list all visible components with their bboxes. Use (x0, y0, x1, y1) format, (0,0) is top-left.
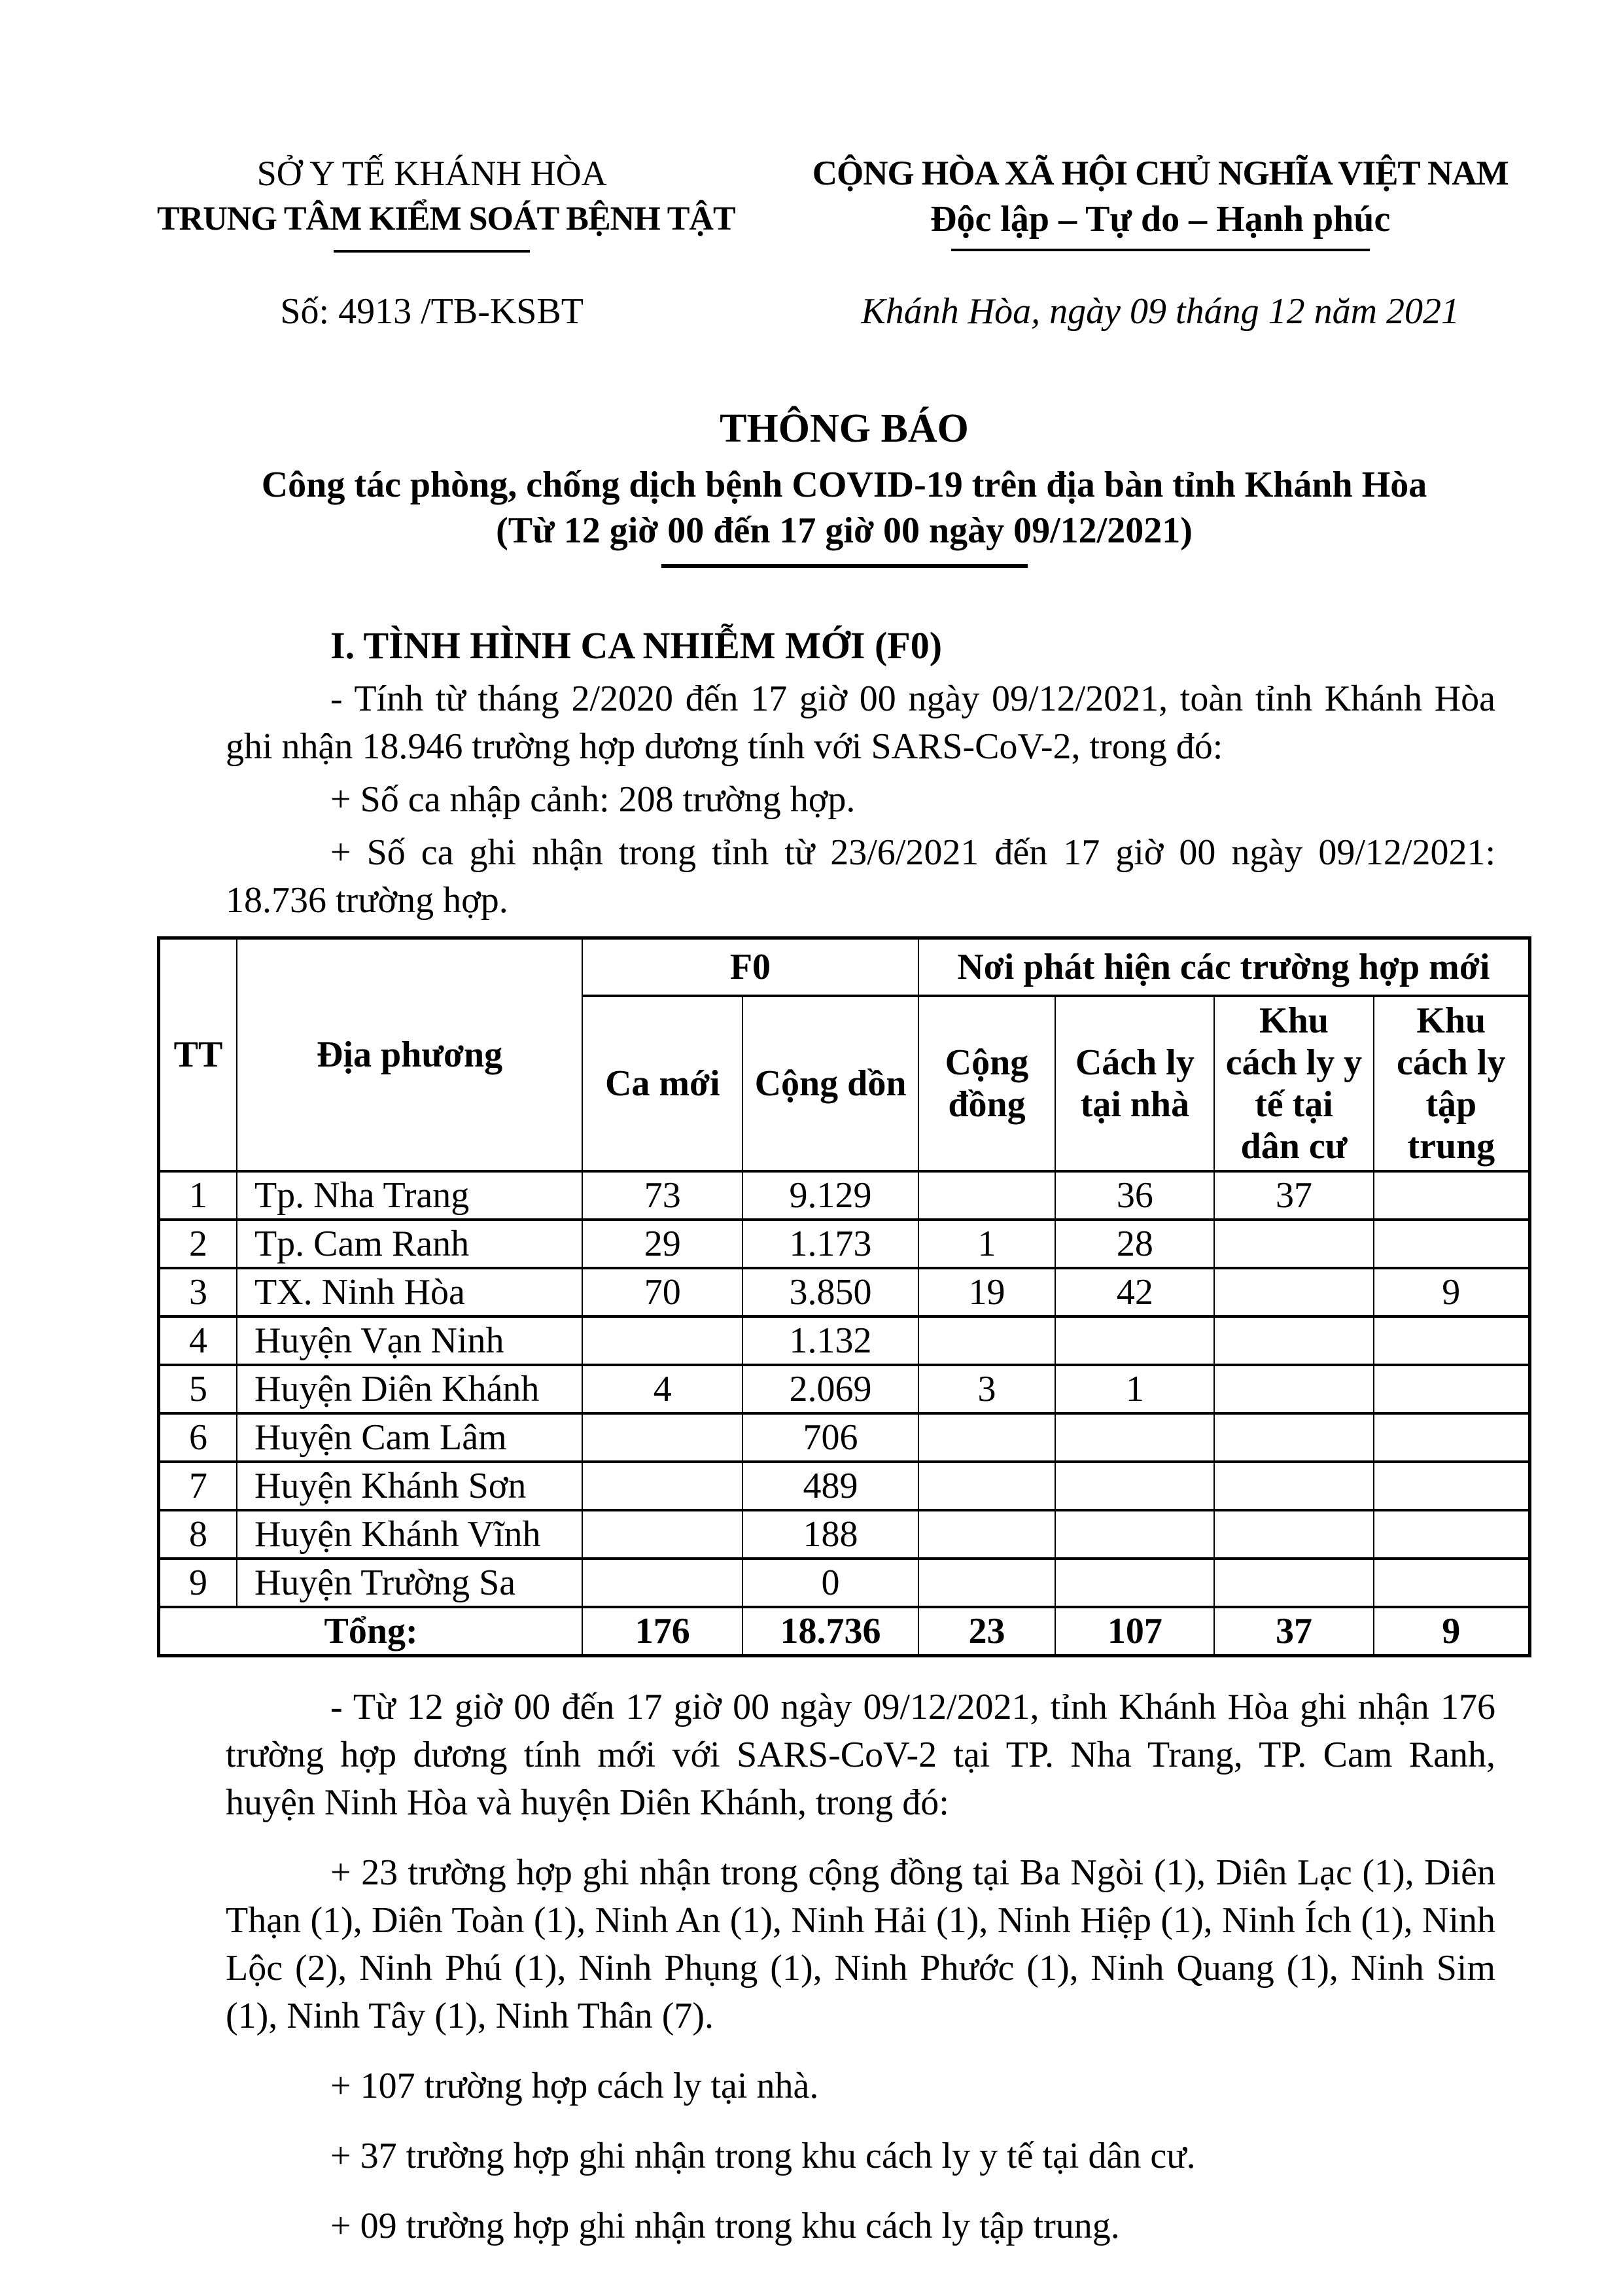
doc-title: THÔNG BÁO (720, 406, 969, 451)
cell-tt: 2 (159, 1220, 237, 1268)
cell-medical-isolation (1214, 1559, 1373, 1607)
cell-community: 3 (918, 1365, 1056, 1413)
cell-home-isolation (1055, 1413, 1214, 1462)
issuing-org-block (157, 150, 735, 334)
paragraph: + 23 trường hợp ghi nhận trong cộng đồng tại Ba Ngòi (1), Diên Lạc (1), Diên Thạn (1), Diên Toàn (1), Ninh An (1), Ninh Hải (1), Ninh Hiệp (1), Ninh Ích (1), Ninh Lộc (2), Ninh Phú (1), Ninh Phụng (1), Ninh Phước (1), Ninh Quang (1), Ninh Sim (1), Ninh Tây (1), Ninh Thân (7). (226, 1852, 1495, 2036)
doc-number: Số: 4913 /TB-KSBT (280, 291, 584, 332)
cell-cumulative: 1.132 (742, 1316, 918, 1365)
cell-tt: 4 (159, 1316, 237, 1365)
org-parent-name: SỞ Y TẾ KHÁNH HÒA (256, 154, 607, 193)
col-header-community: Cộng đồng (918, 996, 1056, 1171)
col-header-home-isolation: Cách ly tại nhà (1055, 996, 1214, 1171)
cell-community (918, 1413, 1056, 1462)
cell-home-isolation: 1 (1055, 1365, 1214, 1413)
paragraph: + 09 trường hợp ghi nhận trong khu cách ly tập trung. (330, 2205, 1120, 2246)
cell-new-cases: 73 (582, 1171, 742, 1220)
cell-centralized-isolation (1374, 1171, 1530, 1220)
paragraph: - Từ 12 giờ 00 đến 17 giờ 00 ngày 09/12/2021, tỉnh Khánh Hòa ghi nhận 176 trường hợp dương tính mới với SARS-CoV-2 tại TP. Nha Trang, TP. Cam Ranh, huyện Ninh Hòa và huyện Diên Khánh, trong đó: (226, 1686, 1495, 1823)
cell-tt: 1 (159, 1171, 237, 1220)
cell-centralized-isolation (1374, 1365, 1530, 1413)
cell-home-isolation: 42 (1055, 1268, 1214, 1316)
table-row (159, 1365, 1530, 1413)
cell-centralized-isolation: 9 (1374, 1268, 1530, 1316)
section-1-intro (226, 622, 1495, 925)
cell-locality: TX. Ninh Hòa (237, 1268, 582, 1316)
paragraph: + 37 trường hợp ghi nhận trong khu cách ly y tế tại dân cư. (330, 2135, 1196, 2176)
total-centralized-isolation: 9 (1374, 1607, 1530, 1656)
cell-medical-isolation (1214, 1462, 1373, 1510)
cell-home-isolation (1055, 1559, 1214, 1607)
org-name: TRUNG TÂM KIỂM SOÁT BỆNH TẬT (157, 200, 735, 238)
cell-community (918, 1510, 1056, 1559)
total-home-isolation: 107 (1055, 1607, 1214, 1656)
cell-cumulative: 188 (742, 1510, 918, 1559)
col-header-cumulative: Cộng dồn (742, 996, 918, 1171)
cell-cumulative: 2.069 (742, 1365, 918, 1413)
cell-medical-isolation (1214, 1316, 1373, 1365)
cell-new-cases: 29 (582, 1220, 742, 1268)
cell-tt: 8 (159, 1510, 237, 1559)
cell-locality: Huyện Cam Lâm (237, 1413, 582, 1462)
table-row (159, 1510, 1530, 1559)
cell-community (918, 1171, 1056, 1220)
doc-period: (Từ 12 giờ 00 đến 17 giờ 00 ngày 09/12/2021) (496, 510, 1193, 551)
cell-medical-isolation (1214, 1510, 1373, 1559)
cell-centralized-isolation (1374, 1462, 1530, 1510)
table-total-row (159, 1607, 1530, 1656)
section-1-heading: I. TÌNH HÌNH CA NHIỄM MỚI (F0) (330, 624, 943, 667)
total-new-cases: 176 (582, 1607, 742, 1656)
cell-centralized-isolation (1374, 1559, 1530, 1607)
cell-centralized-isolation (1374, 1316, 1530, 1365)
cell-home-isolation: 36 (1055, 1171, 1214, 1220)
cell-centralized-isolation (1374, 1510, 1530, 1559)
cell-community: 19 (918, 1268, 1056, 1316)
paragraph: + 107 trường hợp cách ly tại nhà. (330, 2065, 819, 2106)
motto-underline (951, 249, 1370, 251)
cell-new-cases (582, 1462, 742, 1510)
col-group-detection-place: Nơi phát hiện các trường hợp mới (918, 938, 1530, 996)
cell-locality: Huyện Khánh Vĩnh (237, 1510, 582, 1559)
table-row (159, 1559, 1530, 1607)
section-1-details (226, 1684, 1495, 2250)
cell-cumulative: 1.173 (742, 1220, 918, 1268)
cell-community (918, 1462, 1056, 1510)
cell-tt: 9 (159, 1559, 237, 1607)
cell-home-isolation (1055, 1510, 1214, 1559)
cell-cumulative: 706 (742, 1413, 918, 1462)
table-row (159, 1268, 1530, 1316)
table-row (159, 1413, 1530, 1462)
cell-home-isolation: 28 (1055, 1220, 1214, 1268)
title-underline (661, 564, 1028, 568)
cell-home-isolation (1055, 1316, 1214, 1365)
cell-cumulative: 3.850 (742, 1268, 918, 1316)
paragraph: + Số ca ghi nhận trong tỉnh từ 23/6/2021 đến 17 giờ 00 ngày 09/12/2021: 18.736 trường hợp. (226, 832, 1495, 921)
cell-community (918, 1559, 1056, 1607)
cell-locality: Huyện Vạn Ninh (237, 1316, 582, 1365)
table-row (159, 1171, 1530, 1220)
cell-centralized-isolation (1374, 1413, 1530, 1462)
cell-new-cases (582, 1413, 742, 1462)
cell-new-cases (582, 1316, 742, 1365)
cell-cumulative: 9.129 (742, 1171, 918, 1220)
cell-cumulative: 489 (742, 1462, 918, 1510)
title-block (157, 403, 1531, 568)
national-heading-block (789, 150, 1531, 334)
cell-new-cases (582, 1559, 742, 1607)
cell-cumulative: 0 (742, 1559, 918, 1607)
cell-centralized-isolation (1374, 1220, 1530, 1268)
cell-medical-isolation (1214, 1268, 1373, 1316)
cell-medical-isolation (1214, 1365, 1373, 1413)
letterhead (157, 150, 1531, 334)
org-underline (334, 250, 530, 253)
cell-new-cases: 4 (582, 1365, 742, 1413)
col-header-centralized-isolation: Khu cách ly tập trung (1374, 996, 1530, 1171)
cell-tt: 7 (159, 1462, 237, 1510)
national-motto: Độc lập – Tự do – Hạnh phúc (930, 199, 1391, 239)
col-header-new-cases: Ca mới (582, 996, 742, 1171)
total-medical-isolation: 37 (1214, 1607, 1373, 1656)
total-cumulative: 18.736 (742, 1607, 918, 1656)
doc-subject: Công tác phòng, chống dịch bệnh COVID-19 trên địa bàn tỉnh Khánh Hòa (261, 465, 1427, 505)
cell-locality: Huyện Trường Sa (237, 1559, 582, 1607)
cell-community (918, 1316, 1056, 1365)
table-header-group-row (159, 938, 1530, 996)
cell-locality: Huyện Diên Khánh (237, 1365, 582, 1413)
national-title: CỘNG HÒA XÃ HỘI CHỦ NGHĨA VIỆT NAM (812, 154, 1509, 192)
cell-locality: Huyện Khánh Sơn (237, 1462, 582, 1510)
table-row (159, 1462, 1530, 1510)
col-header-medical-isolation: Khu cách ly y tế tại dân cư (1214, 996, 1373, 1171)
cell-locality: Tp. Cam Ranh (237, 1220, 582, 1268)
col-group-f0: F0 (582, 938, 918, 996)
col-header-tt: TT (159, 938, 237, 1171)
paragraph: + Số ca nhập cảnh: 208 trường hợp. (330, 779, 856, 820)
total-community: 23 (918, 1607, 1056, 1656)
table-row (159, 1316, 1530, 1365)
cell-community: 1 (918, 1220, 1056, 1268)
total-label: Tổng: (159, 1607, 583, 1656)
cell-tt: 3 (159, 1268, 237, 1316)
cell-new-cases: 70 (582, 1268, 742, 1316)
cell-medical-isolation: 37 (1214, 1171, 1373, 1220)
covid-summary-table (157, 936, 1531, 1657)
col-header-locality: Địa phương (237, 938, 582, 1171)
place-date: Khánh Hòa, ngày 09 tháng 12 năm 2021 (861, 291, 1460, 332)
cell-medical-isolation (1214, 1413, 1373, 1462)
cell-tt: 5 (159, 1365, 237, 1413)
cell-tt: 6 (159, 1413, 237, 1462)
cell-home-isolation (1055, 1462, 1214, 1510)
cell-locality: Tp. Nha Trang (237, 1171, 582, 1220)
cell-medical-isolation (1214, 1220, 1373, 1268)
table-row (159, 1220, 1530, 1268)
paragraph: - Tính từ tháng 2/2020 đến 17 giờ 00 ngày 09/12/2021, toàn tỉnh Khánh Hòa ghi nhận 18.946 trường hợp dương tính với SARS-CoV-2, trong đó: (226, 679, 1495, 767)
cell-new-cases (582, 1510, 742, 1559)
